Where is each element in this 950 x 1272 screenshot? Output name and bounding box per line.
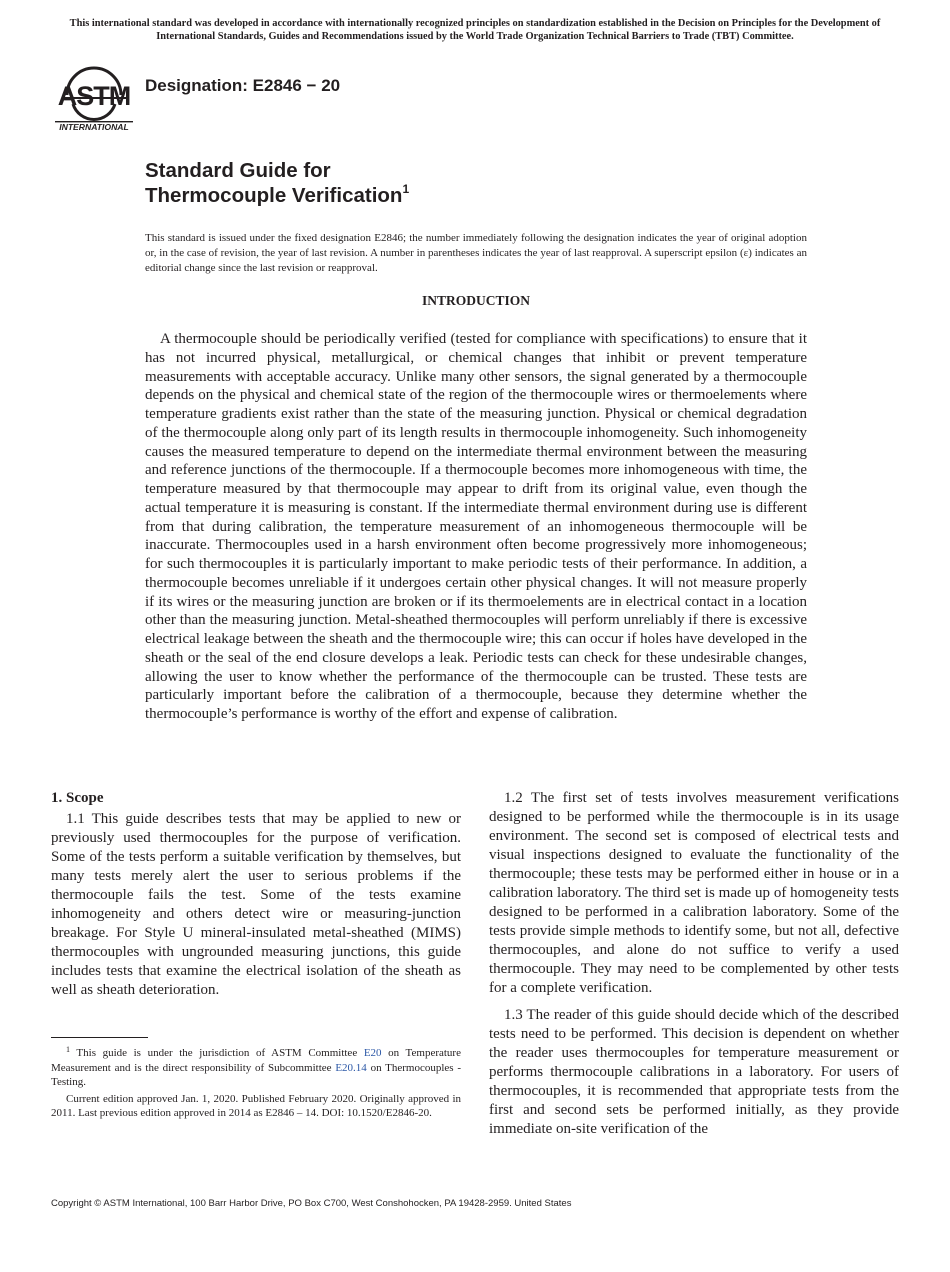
committee-e20-link[interactable]: E20 [363,1047,382,1059]
logo-letters: ASTM [57,81,131,111]
introduction-text: A thermocouple should be periodically verified (tested for compliance with specifications) to ensure that it has not incurred physical, metallurgical, or chemical changes that inhibit or prevent temperature measurements with acceptable accuracy. Unlike many other sensors, the signal generated by a thermocouple depends on the physical and chemical state of the region of the thermocouple wires or thermoelements where temperature gradients exist rather than the state of the measuring junction. Physical or chemical degradation of the thermocouple along only part of its length results in thermocouple inhomogeneity. Such inhomogeneity causes the measured temperature to depend on the intermediate thermal environment between the measuring and reference junctions of the thermocouple. If a thermocouple becomes more inhomogeneous with time, the temperature measured by that thermocouple may appear to drift from its original value, even though the actual temperature it is measuring is constant. If the intermediate thermal environment during use is different from that during calibration, the temperature measurement of an inhomogeneous thermocouple will be inaccurate. Thermocouples used in a harsh environment often become progressively more inhomogeneous; for such thermocouples it is particularly important to make periodic tests of their performance. In addition, a thermocouple becomes unreliable if it undergoes certain other physical changes. It will not measure properly if its wires or the measuring junction are broken or if its thermoelements are in electrical contact in a location other than the measuring junction. Metal-sheathed thermocouples will perform unreliably if there is excessive electrical leakage between the sheath and the thermocouple wire; this can occur if holes have developed in the sheath or the seal of the end closure develops a leak. Periodic tests can check for these undesirable changes, allowing the user to know whether the performance of the thermocouple can be trusted. These tests are particularly important before the calibration of a thermocouple, because they determine whether the thermocouple’s performance is worthy of the effort and expense of calibration. [145,331,807,722]
document-title [145,158,409,208]
footnote-divider [51,1037,148,1038]
copyright-footer: Copyright © ASTM International, 100 Barr Harbor Drive, PO Box C700, West Conshohocken, PA 19428-2959. United States [51,1198,572,1209]
title-footnote-ref[interactable]: 1 [402,182,410,196]
issuance-note: This standard is issued under the fixed designation E2846; the number immediately following the designation indicates the year of original adoption or, in the case of revision, the year of last revision. A number in parentheses indicates the year of last reapproval. A superscript epsilon (ε) indicates an editorial change since the last revision or reapproval. [145,232,807,274]
footnote-mark: 1 [66,1045,70,1054]
footnote-edition: Current edition approved Jan. 1, 2020. Published February 2020. Originally approved in 2011. Last previous edition approved in 2014 as E2846 – 14. DOI: 10.1520/E2846-20. [51,1092,461,1120]
footnotes [51,1046,461,1123]
title-line-1: Standard Guide for [145,159,331,182]
right-column [489,789,899,1147]
subcommittee-e20-14-link[interactable]: E20.14 [335,1061,367,1074]
paragraph-1-2: 1.2 The first set of tests involves measurement verifications designed to be performed while the thermocouple is in its usage environment. The second set is composed of electrical tests and visual inspections designed to evaluate the functionality of the thermocouple; these tests may be performed either in house or in a calibration laboratory. The third set is made up of homogeneity tests designed to be performed in a calibration laboratory. Some of the tests provide simple methods to identify some, but not all, defective thermocouples, and alone do not suffice to verify a used thermocouple. They may need to be complemented by other tests for a complete verification. [489,790,899,996]
tbt-notice: This international standard was developed in accordance with internationally recognized principles on standardization established in the Decision on Principles for the Development of International Standards, Guides and Recommendations issued by the World Trade Organization Technical Barriers to Trade (TBT) Committee. [69,18,881,42]
title-text: Thermocouple Verification [145,184,403,207]
title-line-2 [145,183,409,208]
left-column [51,789,461,1008]
scope-heading: 1. Scope [51,790,104,806]
paragraph-1-1: 1.1 This guide describes tests that may be applied to new or previously used thermocouples for the purpose of verification. Some of the tests perform a suitable verification by themselves, but many tests merely alert the user to serious problems if the thermocouple fails the test. Some of the tests examine inhomogeneity and others detect wire or measuring-junction breakage. For Style U mineral-insulated metal-sheathed (MIMS) thermocouples with ungrounded measuring junctions, this guide includes tests that examine the electrical isolation of the sheath as well as sheath deterioration. [51,811,461,998]
introduction-heading: INTRODUCTION [421,293,530,308]
designation: Designation: E2846 − 20 [145,76,341,95]
footnote-1: $^1$ This guide is under the jurisdiction of ASTM Committee E20 on Temperature Measurement and is the direct responsibility of Subcommittee E20.14 on Thermocouples - Testing. [51,1045,461,1089]
paragraph-1-3: 1.3 The reader of this guide should decide which of the described tests need to be performed. This decision is dependent on whether the reader uses thermocouples for temperature measurement or performs thermocouple calibrations in a laboratory. For users of thermocouples, it is recommended that appropriate tests from the first and second sets be performed initially, as they provide immediate on-site verification of the [489,1007,899,1137]
logo-wordmark: INTERNATIONAL [59,122,129,132]
astm-logo [54,57,134,133]
